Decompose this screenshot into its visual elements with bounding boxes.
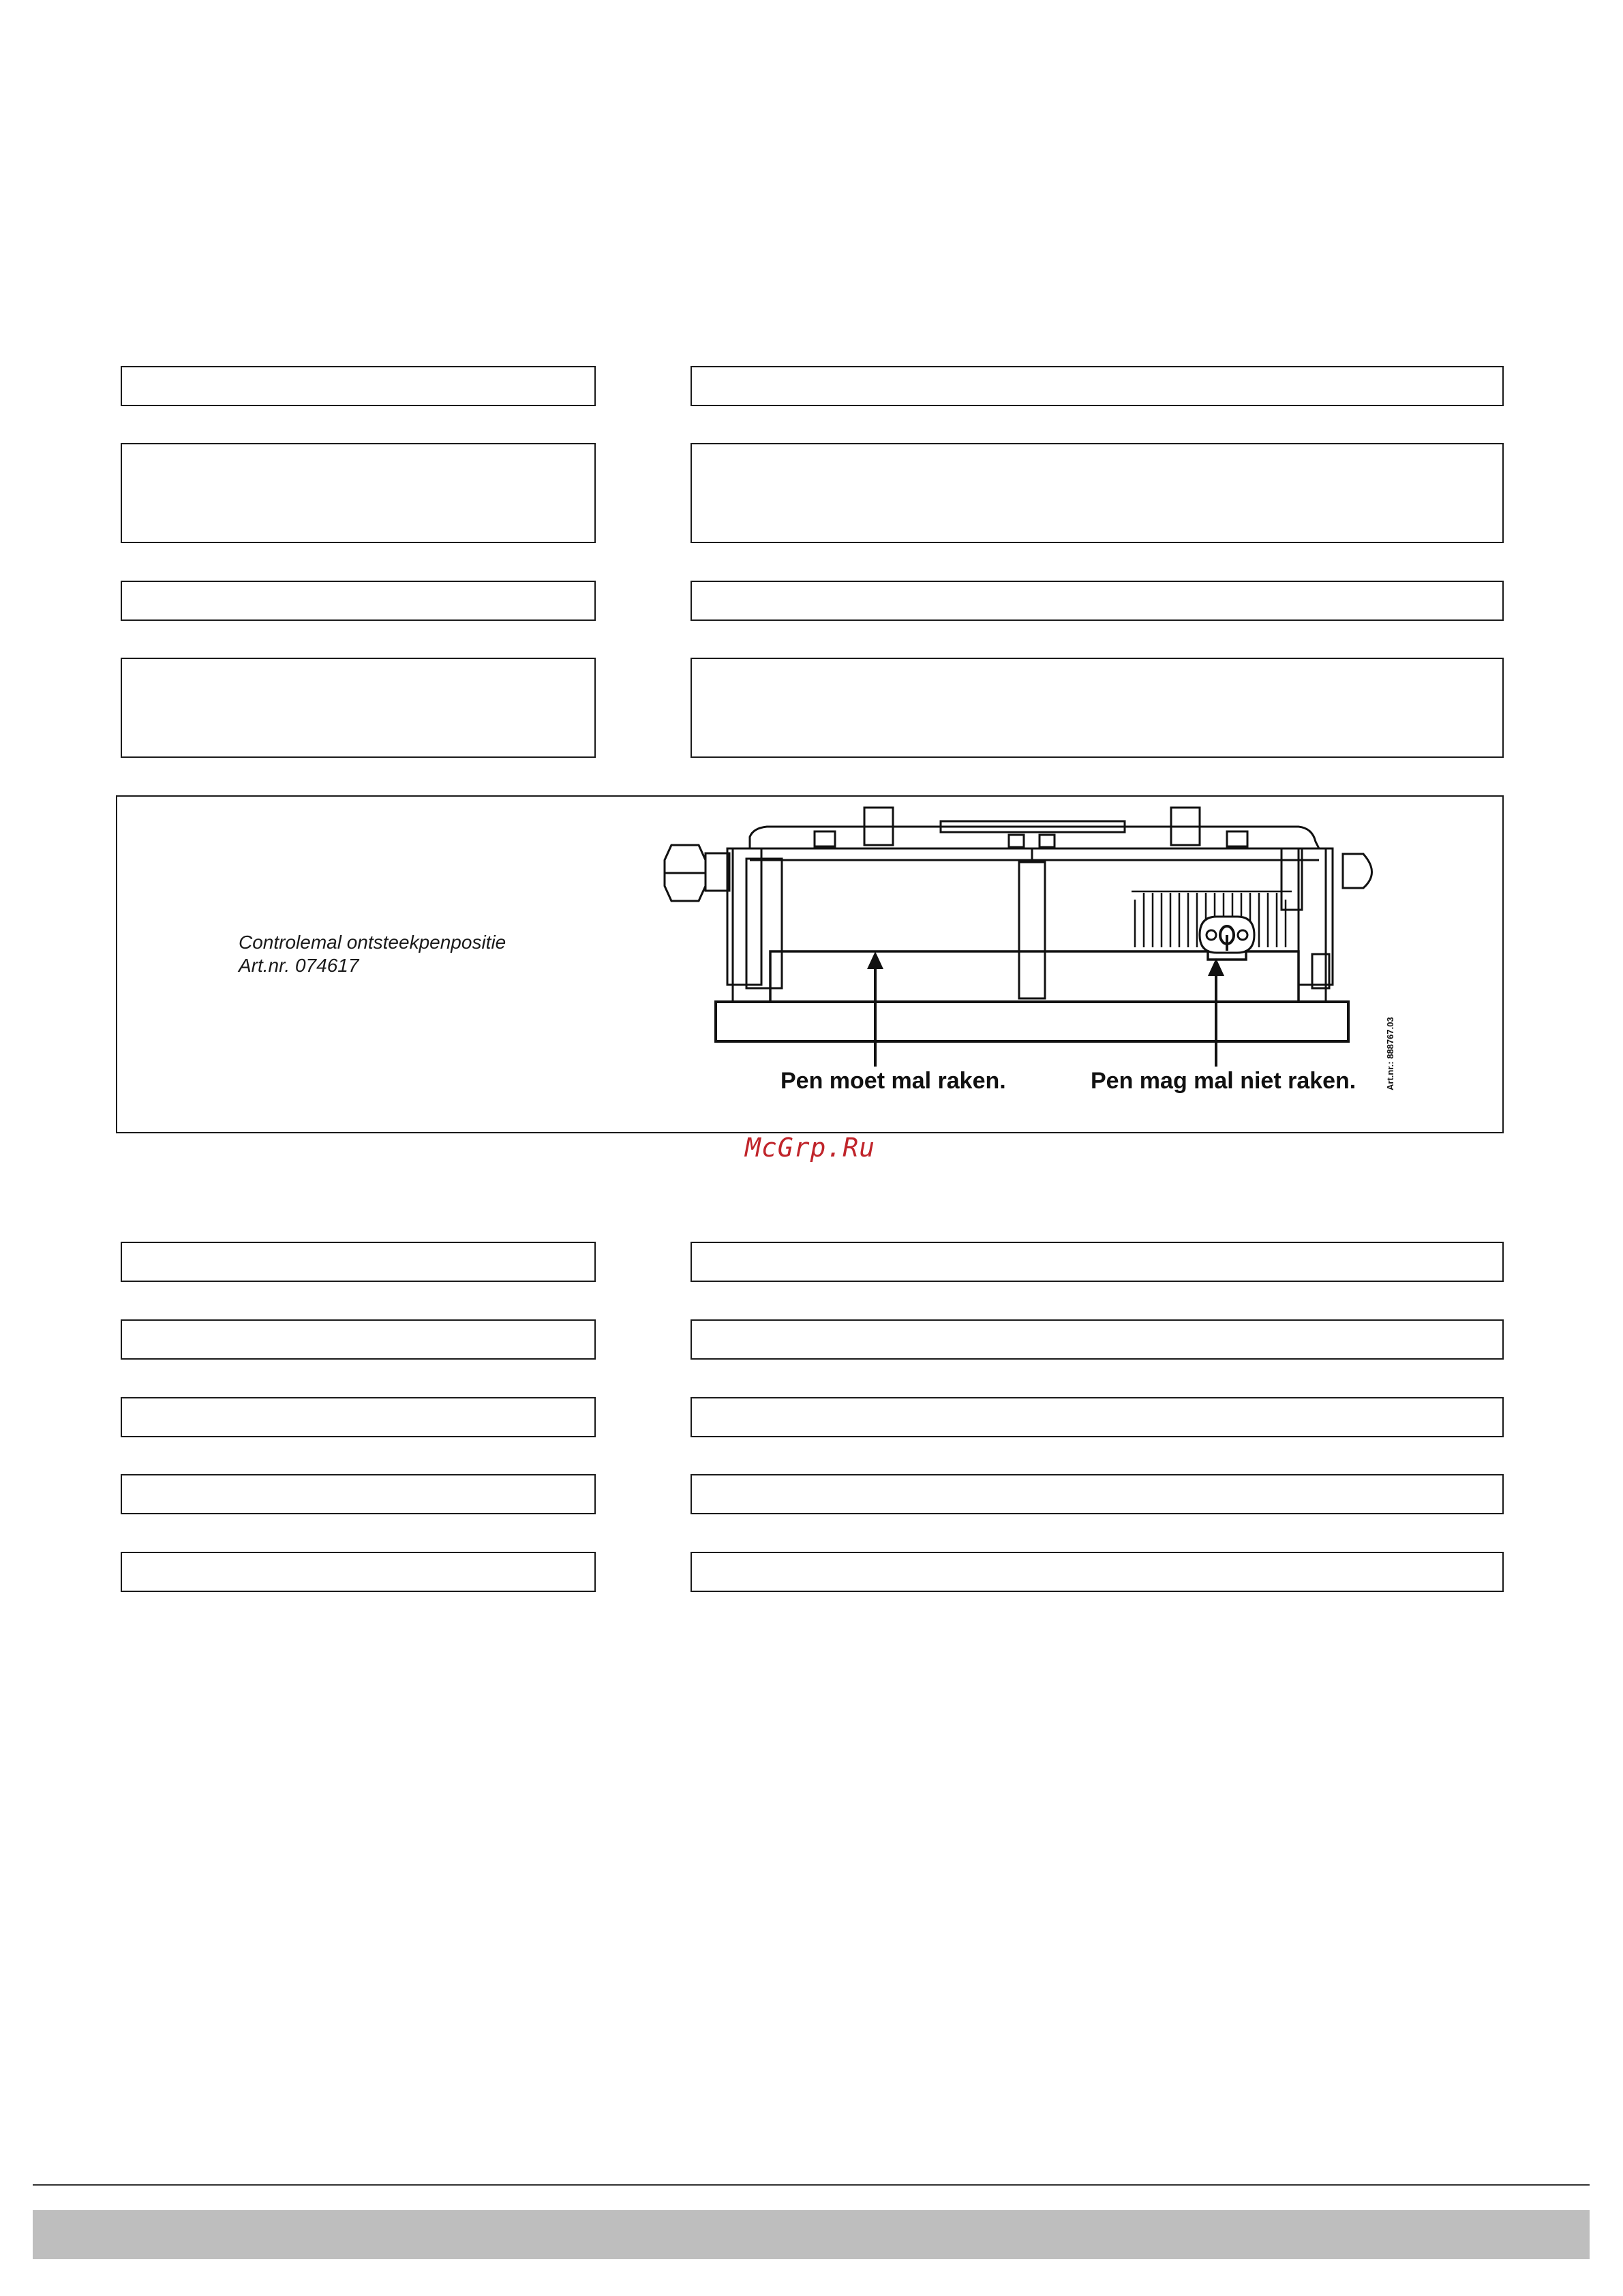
- watermark: McGrp.Ru: [745, 1133, 876, 1163]
- lower-row-2-right-cell: [691, 1319, 1504, 1360]
- lower-row-1-right-cell: [691, 1242, 1504, 1282]
- upper-row-3-left-cell: [121, 581, 596, 621]
- figure-caption-article-number: Art.nr. 074617: [239, 955, 359, 976]
- label-pin-must-touch: Pen moet mal raken.: [780, 1068, 1006, 1094]
- upper-row-3-right-cell: [691, 581, 1504, 621]
- gauge-base-plate: [716, 1002, 1348, 1041]
- lower-row-4-right-cell: [691, 1474, 1504, 1514]
- lower-row-1-left-cell: [121, 1242, 596, 1282]
- lower-row-3-right-cell: [691, 1397, 1504, 1437]
- lower-row-5-right-cell: [691, 1552, 1504, 1592]
- figure-caption-title: Controlemal ontsteekpenpositie: [239, 932, 506, 953]
- upper-row-2-left-cell: [121, 443, 596, 543]
- lower-row-5-left-cell: [121, 1552, 596, 1592]
- middle-post: [1019, 862, 1045, 998]
- gauge-template-outline: [770, 951, 1299, 1002]
- right-clamp: [1299, 848, 1333, 985]
- lower-row-3-left-cell: [121, 1397, 596, 1437]
- upper-row-4-left-cell: [121, 658, 596, 758]
- footer-divider: [33, 2184, 1590, 2186]
- upper-row-2-right-cell: [691, 443, 1504, 543]
- figure-caption: [239, 931, 506, 977]
- label-pin-must-not-touch: Pen mag mal niet raken.: [1091, 1068, 1356, 1094]
- figure-art-number: Art.nr.: 888767.03: [1385, 1017, 1395, 1090]
- upper-row-4-right-cell: [691, 658, 1504, 758]
- lower-row-2-left-cell: [121, 1319, 596, 1360]
- upper-row-1-right-cell: [691, 366, 1504, 406]
- footer-bar: [33, 2210, 1590, 2259]
- ignition-gauge-drawing: [654, 797, 1397, 1114]
- upper-row-1-left-cell: [121, 366, 596, 406]
- lower-row-4-left-cell: [121, 1474, 596, 1514]
- right-end-cap: [1343, 854, 1372, 888]
